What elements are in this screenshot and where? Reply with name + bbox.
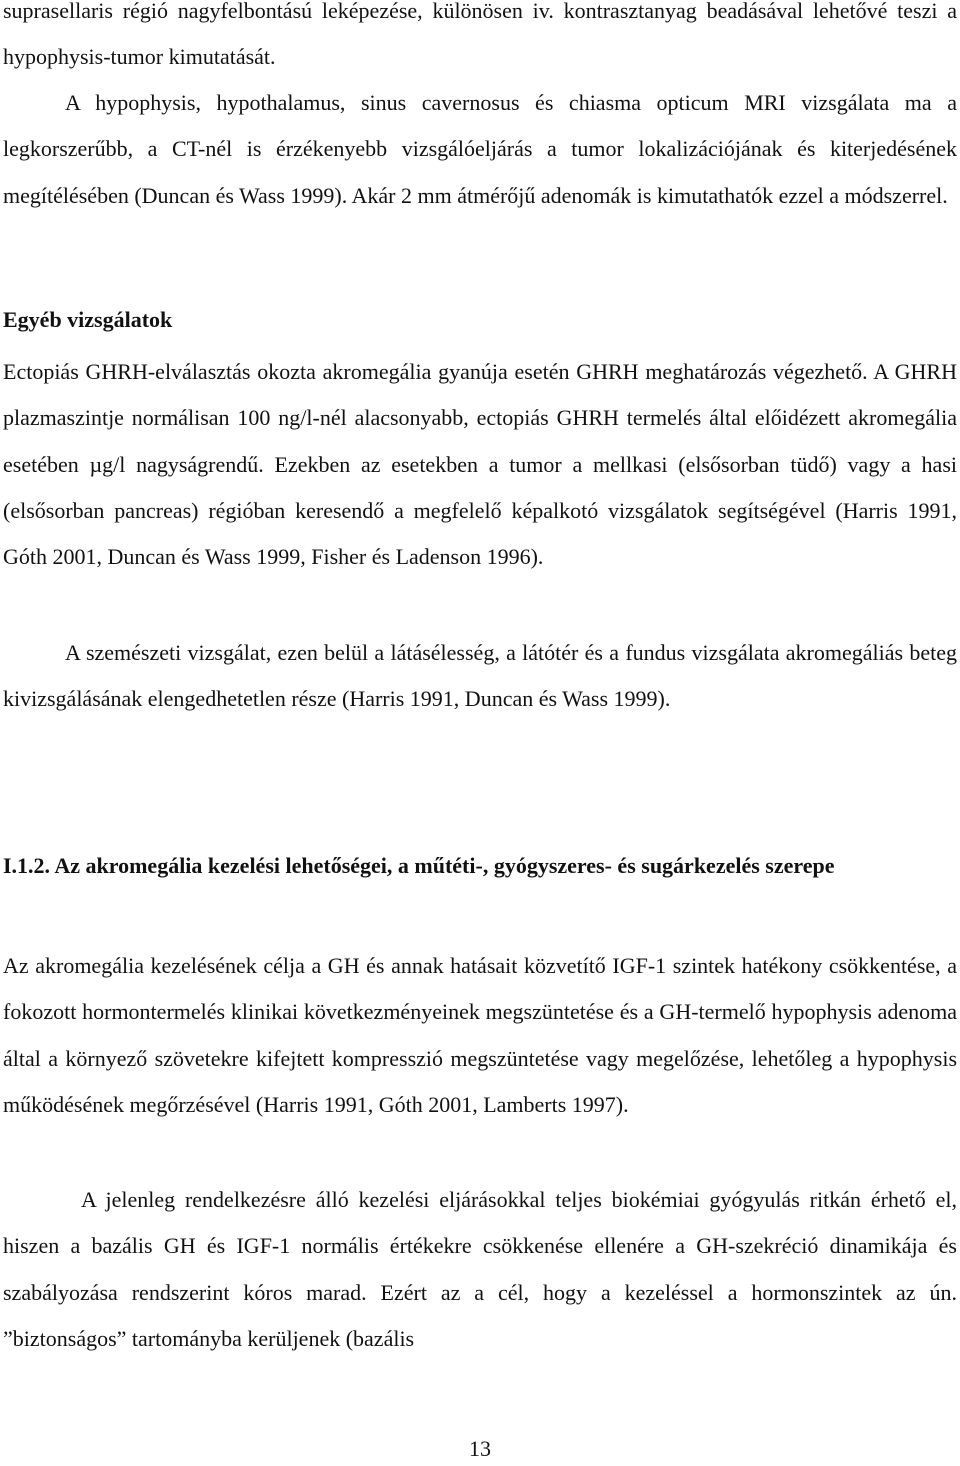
paragraph-mri: A hypophysis, hypothalamus, sinus cavernosus és chiasma opticum MRI vizsgálata ma a legkorszerűbb, a CT-nél is érzékenyebb vizsgálóeljárás a tumor lokalizációjának és kiterjedésének megítélésében (Duncan és Wass 1999). Akár 2 mm átmérőjű adenomák is kimutathatók ezzel a módszerrel. [3, 90, 957, 208]
paragraph-treatment-goal: Az akromegália kezelésének célja a GH és annak hatásait közvetítő IGF-1 szintek hatékony csökkentése, a fokozott hormontermelés klinikai következményeinek megszüntetése és a GH-termelő hypophysis adenoma által a környező szövetekre kifejtett kompresszió megszüntetése vagy megelőzése, lehetőleg a hypophysis működésének megőrzésével (Harris 1991, Góth 2001, Lamberts 1997). [3, 953, 957, 1117]
paragraph-ophthalmology: A szemészeti vizsgálat, ezen belül a látásélesség, a látótér és a fundus vizsgálata akromegáliás beteg kivizsgálásának elengedhetetlen része (Harris 1991, Duncan és Wass 1999). [3, 640, 957, 712]
paragraph-current-treatment: A jelenleg rendelkezésre álló kezelési eljárásokkal teljes biokémiai gyógyulás ritkán érhető el, hiszen a bazális GH és IGF-1 normális értékekre csökkenése ellenére a GH-szekréció dinamikája és szabályozása rendszerint kóros marad. Ezért az a cél, hogy a kezeléssel a hormonszintek az ún. ”biztonságos” tartományba kerüljenek (bazális [3, 1187, 957, 1351]
paragraph-continuation: suprasellaris régió nagyfelbontású leképezése, különösen iv. kontrasztanyag beadásával lehetővé teszi a hypophysis-tumor kimutatását. [3, 0, 957, 70]
heading-other-examinations: Egyéb vizsgálatok [3, 307, 173, 332]
paragraph-ghrh: Ectopiás GHRH-elválasztás okozta akromegália gyanúja esetén GHRH meghatározás végezhető. A GHRH plazmaszintje normálisan 100 ng/l-nél alacsonyabb, ectopiás GHRH termelés által előidézett akromegália esetében µg/l nagyságrendű. Ezekben az esetekben a tumor a mellkasi (elsősorban tüdő) vagy a hasi (elsősorban pancreas) régióban keresendő a megfelelő képalkotó vizsgálatok segítségével (Harris 1991, Góth 2001, Duncan és Wass 1999, Fisher és Ladenson 1996). [3, 359, 957, 570]
page-number: 13 [469, 1436, 491, 1461]
section-title-treatment: I.1.2. Az akromegália kezelési lehetőségei, a műtéti-, gyógyszeres- és sugárkezelés szerepe [3, 853, 835, 878]
